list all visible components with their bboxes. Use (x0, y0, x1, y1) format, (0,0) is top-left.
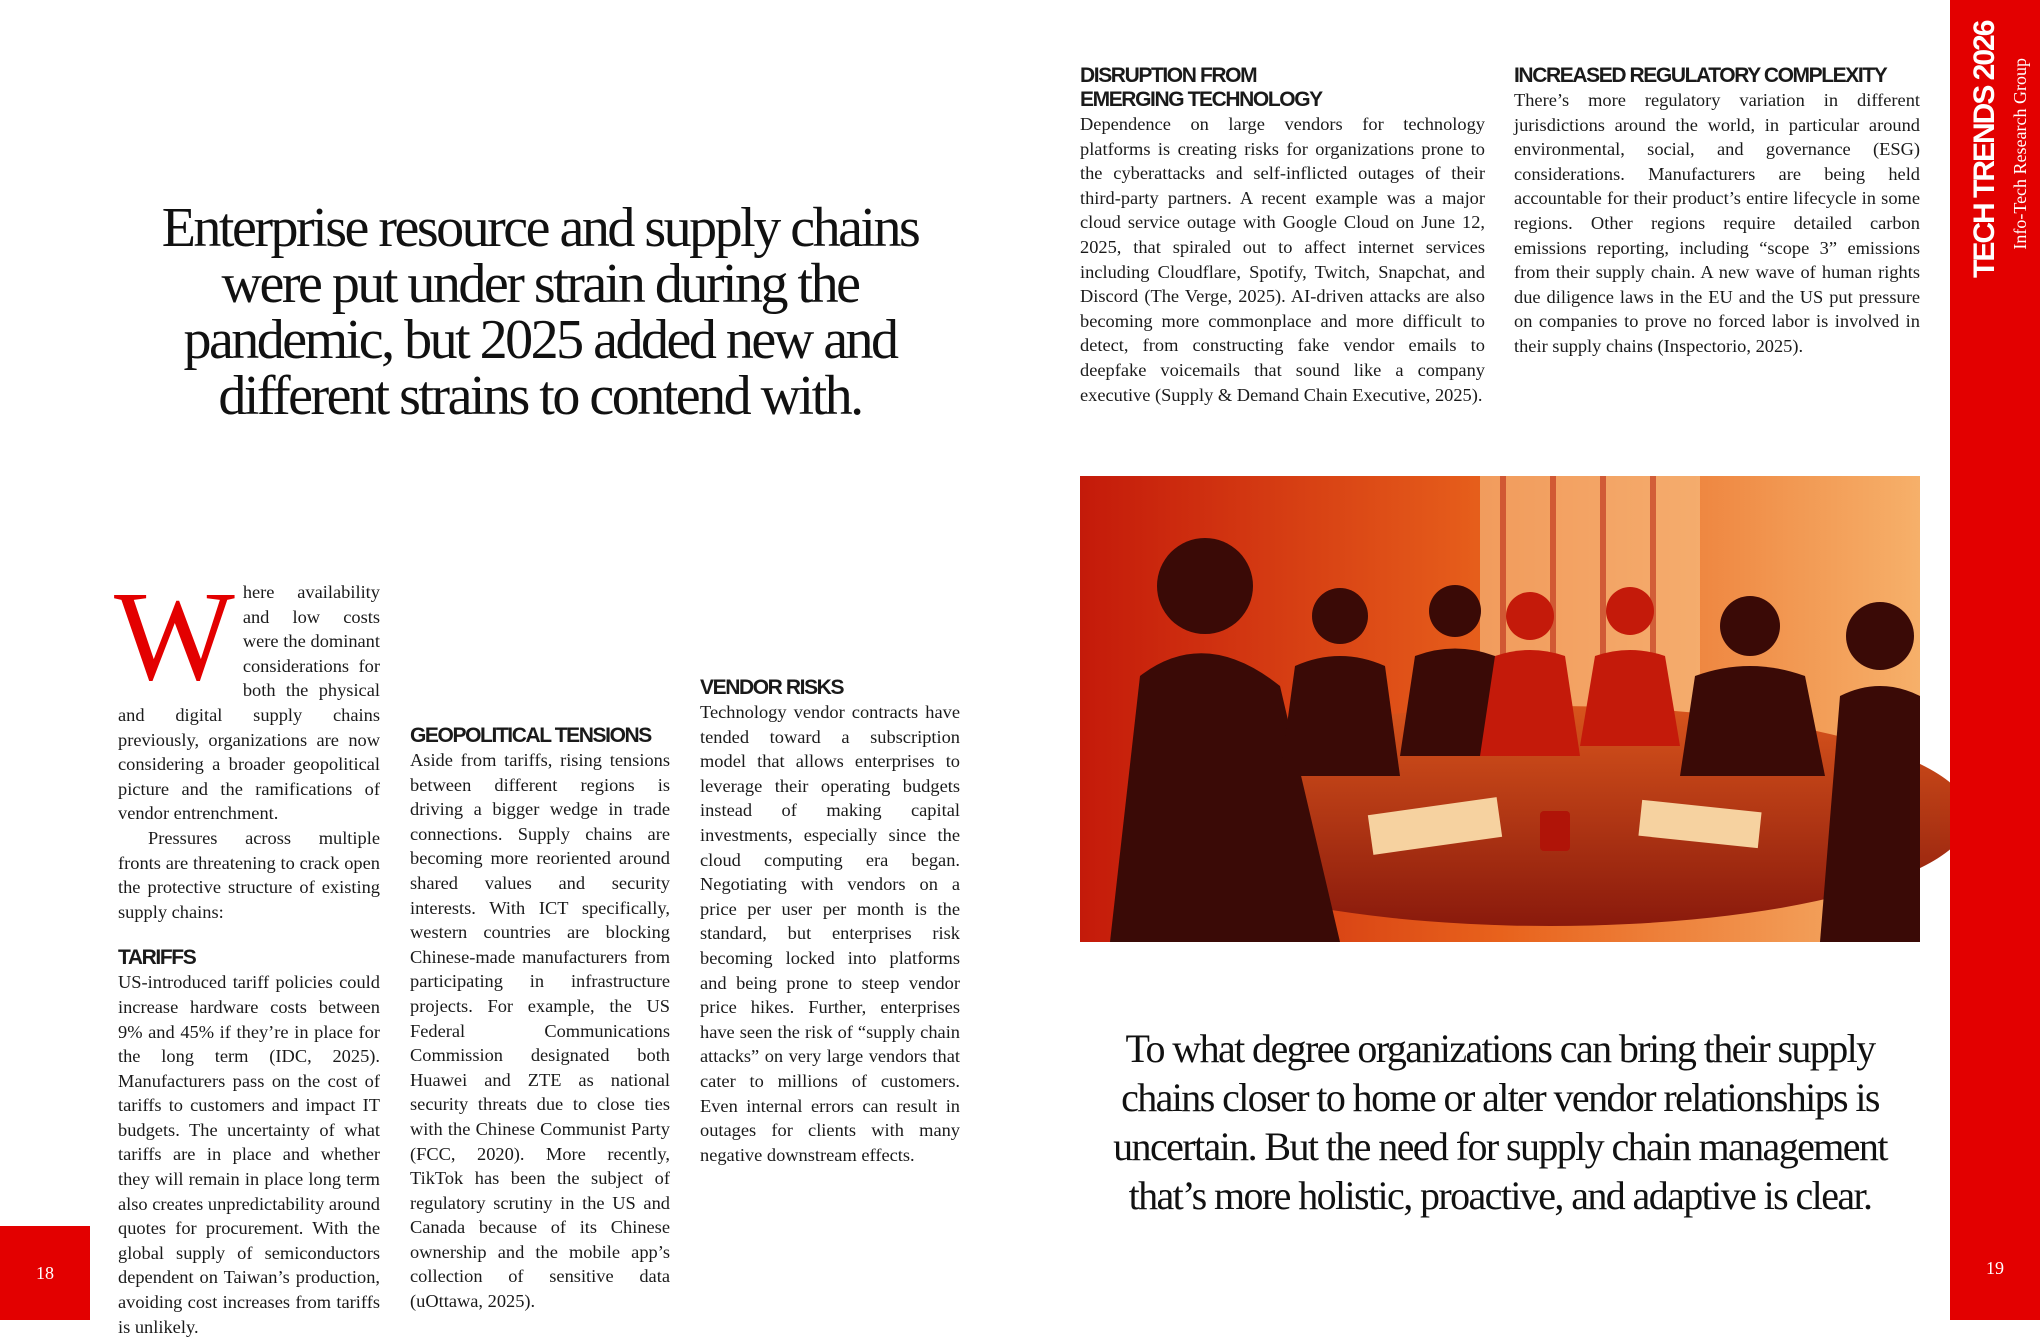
section-body-disruption: Dependence on large vendors for technology platforms is creating risks for organizations prone to the cyberattacks and self-inflicted outages of their third-party partners. A recent example was a major cloud service outage with Google Cloud on June 12, 2025, that spiraled out to affect internet services including Cloudflare, Spotify, Twitch, Snapchat, and Discord (The Verge, 2025). AI-driven attacks are also becoming more commonplace and more difficult to detect, from constructing fake vendor emails to deepfake voicemails that sound like a company executive (Supply & Demand Chain Executive, 2025). (1080, 114, 1485, 405)
column-5 (1514, 64, 1920, 359)
page-number-right: 19 (1986, 1258, 2004, 1278)
column-2 (410, 580, 670, 1312)
section-heading-disruption (1080, 64, 1485, 112)
column-3 (700, 580, 960, 1167)
meeting-illustration (1080, 476, 1920, 942)
section-heading-vendor-risks: VENDOR RISKS (700, 676, 844, 699)
sidebar-subtitle: Info-Tech Research Group (2010, 58, 2030, 250)
column-1 (114, 565, 380, 1337)
section-heading-regulatory: INCREASED REGULATORY COMPLEXITY (1514, 64, 1887, 87)
sidebar-title: TECH TRENDS 2026 (1968, 21, 2001, 278)
section-heading-tariffs: TARIFFS (118, 946, 196, 970)
section-body-tariffs: US-introduced tariff policies could increase hardware costs between 9% and 45% if they’re in place for the long term (IDC, 2025). Manufacturers pass on the cost of tariffs to customers and impact IT budgets. The uncertainty of what tariffs are in place and whether they will remain in place long term also creates unpredictability around quotes for procurement. With the global supply of semiconductors dependent on Taiwan’s production, avoiding cost increases from tariffs is unlikely. (118, 972, 380, 1337)
headline: Enterprise resource and supply chains were put under strain during the pandemic, but 2025 added new and different strains to contend with. (161, 197, 919, 427)
section-body-geopolitical: Aside from tariffs, rising tensions between different regions is driving a bigger wedge in trade connections. Supply chains are becoming more reoriented around shared values and security interests. With ICT specifically, western countries are blocking Chinese-made manufacturers from participating in infrastructure projects. For example, the US Federal Communications Commission designated both Huawei and ZTE as national security threats due to close ties with the Chinese Communist Party (FCC, 2020). More recently, TikTok has been the subject of regulatory scrutiny in the US and Canada because of its Chinese ownership and the mobile app’s collection of sensitive data (uOttawa, 2025). (410, 750, 670, 1312)
pull-quote: To what degree organizations can bring their supply chains closer to home or alter vendor relationships is uncertain. But the need for supply chain management that’s more holistic, proactive, and adaptive is clear. (1113, 1026, 1887, 1218)
page-number-text: 18 (36, 1262, 54, 1283)
section-body-vendor-risks: Technology vendor contracts have tended toward a subscription model that allows enterprises to leverage their operating budgets instead of making capital investments, especially since the cloud computing era began. Negotiating with vendors on a price per user per month is the standard, but enterprises risk becoming locked into platforms and being prone to steep vendor price hikes. Further, enterprises have seen the risk of “supply chain attacks” on very large vendors that cater to millions of customers. Even internal errors can result in outages for clients with many negative downstream effects. (700, 702, 960, 1165)
section-heading-geopolitical: GEOPOLITICAL TENSIONS (410, 724, 651, 747)
section-body-regulatory: There’s more regulatory variation in different jurisdictions around the world, in particular around environmental, social, and governance (ESG) considerations. Manufacturers are being held accountable for their product’s entire lifecycle in some regions. Other regions require detailed carbon emissions reporting, including “scope 3” emissions from their supply chain. A new wave of human rights due diligence laws in the EU and the US put pressure on companies to prove no forced labor is involved in their supply chains (Inspectorio, 2025). (1514, 90, 1920, 356)
intro-paragraph-2: Pressures across multiple fronts are threatening to crack open the protective structure of existing supply chains: (118, 827, 380, 922)
heading-line-1: DISRUPTION FROM (1080, 64, 1257, 87)
intro-paragraph: here availability and low costs were the dominant considerations for both the physical and digital supply chains previously, organizations are now considering a broader geopolitical picture and the ramifications of vendor entrenchment. (118, 582, 380, 824)
drop-cap: W (114, 565, 235, 707)
column-4 (1080, 64, 1485, 407)
heading-line-2: EMERGING TECHNOLOGY (1080, 88, 1322, 111)
page-number-left (0, 1226, 90, 1320)
